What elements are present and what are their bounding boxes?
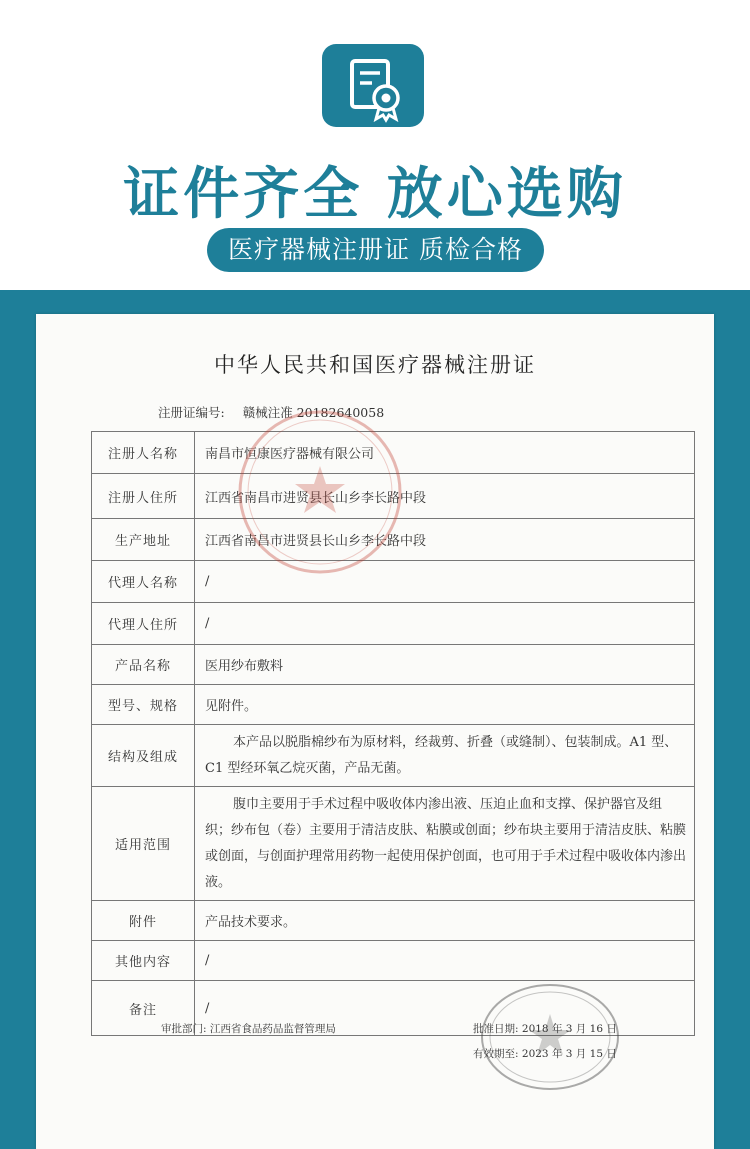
row-value: 江西省南昌市进贤县长山乡李长路中段 (195, 474, 695, 519)
row-label: 代理人名称 (92, 561, 195, 603)
row-value: 江西省南昌市进贤县长山乡李长路中段 (195, 519, 695, 561)
approval-department (161, 1021, 336, 1036)
banner-subtitle-pill: 医疗器械注册证 质检合格 (207, 228, 544, 272)
banner-headline: 证件齐全 放心选购 (123, 162, 627, 227)
row-value (195, 787, 695, 901)
table-row (92, 603, 695, 645)
certificate-title: 中华人民共和国医疗器械注册证 (214, 353, 536, 377)
table-row (92, 685, 695, 725)
row-label: 型号、规格 (92, 685, 195, 725)
row-label: 备注 (92, 981, 195, 1036)
row-label: 生产地址 (92, 519, 195, 561)
certificate-document (36, 314, 714, 1149)
row-value: 医用纱布敷料 (195, 645, 695, 685)
scope-text: 腹巾主要用于手术过程中吸收体内渗出液、压迫止血和支撑、保护器官及组织；纱布包（卷）主要用于清洁皮肤、粘膜或创面；纱布块主要用于清洁皮肤、粘膜或创面，与创面护理常用药物一起使用保护创面，也可用于手术过程中吸收体内渗出液。 (205, 796, 687, 890)
row-label: 产品名称 (92, 645, 195, 685)
valid-until-label: 有效期至: (473, 1048, 519, 1060)
table-row (92, 645, 695, 685)
approval-department-value: 江西省食品药品监督管理局 (209, 1023, 336, 1035)
registration-number-label: 注册证编号: (158, 405, 225, 420)
row-label: 适用范围 (92, 787, 195, 901)
approval-date (473, 1021, 617, 1036)
row-label: 其他内容 (92, 941, 195, 981)
structure-text: 本产品以脱脂棉纱布为原材料，经裁剪、折叠（或缝制）、包装制成。A1 型、C1 型经环氧乙烷灭菌，产品无菌。 (205, 734, 678, 776)
table-row (92, 474, 695, 519)
row-value (195, 725, 695, 787)
table-row (92, 901, 695, 941)
certificate-icon (322, 44, 424, 127)
row-value: / (195, 561, 695, 603)
certificate-logo (322, 44, 424, 127)
row-label: 结构及组成 (92, 725, 195, 787)
table-row (92, 941, 695, 981)
row-value: 南昌市恒康医疗器械有限公司 (195, 432, 695, 474)
table-row (92, 432, 695, 474)
registration-number-value: 赣械注准 20182640058 (242, 405, 385, 420)
table-row (92, 519, 695, 561)
table-row (92, 725, 695, 787)
approval-date-label: 批准日期: (473, 1023, 519, 1035)
top-banner (0, 0, 750, 290)
row-value: / (195, 981, 695, 1036)
row-value: / (195, 603, 695, 645)
row-value: 见附件。 (195, 685, 695, 725)
row-value: / (195, 941, 695, 981)
row-label: 注册人名称 (92, 432, 195, 474)
registration-number (158, 403, 384, 421)
row-label: 注册人住所 (92, 474, 195, 519)
row-label: 附件 (92, 901, 195, 941)
row-value: 产品技术要求。 (195, 901, 695, 941)
row-label: 代理人住所 (92, 603, 195, 645)
approval-department-label: 审批部门: (161, 1023, 207, 1035)
table-row (92, 787, 695, 901)
valid-until-value: 2023 年 3 月 15 日 (521, 1048, 617, 1060)
valid-until (473, 1046, 617, 1061)
certificate-table (91, 431, 695, 1036)
approval-date-value: 2018 年 3 月 16 日 (521, 1023, 617, 1035)
table-row (92, 561, 695, 603)
